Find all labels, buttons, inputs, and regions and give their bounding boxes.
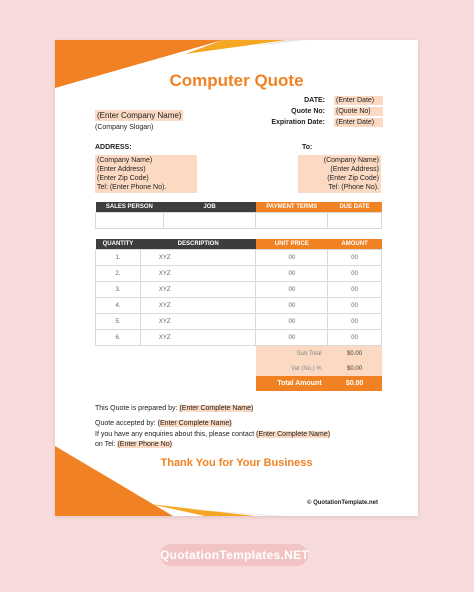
to-zip: (Enter Zip Code): [327, 175, 379, 182]
sales-person-cell[interactable]: [96, 213, 164, 229]
amount-cell[interactable]: 00: [328, 266, 382, 282]
qty-cell[interactable]: 5.: [96, 314, 141, 330]
to-company-name: (Company Name): [323, 157, 379, 164]
table-row: [96, 314, 382, 330]
to-phone: Tel: (Phone No).: [328, 184, 379, 191]
to-address: (Enter Address): [330, 166, 379, 173]
sales-table-row: [96, 213, 382, 229]
amount-cell[interactable]: 00: [328, 282, 382, 298]
col-unit-price: UNIT PRICE: [256, 239, 328, 250]
enquiry-line: [95, 431, 330, 438]
to-label: To:: [302, 144, 313, 151]
from-phone: Tel: (Enter Phone No).: [97, 184, 167, 191]
amount-cell[interactable]: 00: [328, 250, 382, 266]
due-date-cell[interactable]: [328, 213, 382, 229]
qty-cell[interactable]: 1.: [96, 250, 141, 266]
accepted-by-label: Quote accepted by:: [95, 420, 156, 427]
amount-cell[interactable]: 00: [328, 330, 382, 346]
tel-field[interactable]: (Enter Phone No): [117, 441, 172, 448]
col-description: DESCRIPTION: [140, 239, 256, 250]
total-amount-value[interactable]: $0.00: [328, 376, 382, 391]
address-label: ADDRESS:: [95, 144, 132, 151]
tel-line: [95, 441, 172, 448]
qty-cell[interactable]: 4.: [96, 298, 141, 314]
desc-cell[interactable]: XYZ: [140, 298, 256, 314]
vat-row: [96, 361, 382, 376]
company-slogan-field[interactable]: (Company Slogan): [95, 124, 154, 131]
job-cell[interactable]: [163, 213, 256, 229]
desc-cell[interactable]: XYZ: [140, 250, 256, 266]
sales-table-header: [96, 202, 382, 213]
accepted-by-field[interactable]: (Enter Complete Name): [157, 420, 232, 427]
quote-title: Computer Quote: [169, 71, 304, 90]
items-table: [95, 239, 382, 391]
table-row: [96, 298, 382, 314]
from-address-block[interactable]: [95, 155, 197, 193]
table-row: [96, 250, 382, 266]
table-row: [96, 266, 382, 282]
quote-no-label: Quote No:: [291, 108, 325, 115]
enquiry-name-field[interactable]: (Enter Complete Name): [256, 431, 331, 438]
table-row: [96, 330, 382, 346]
desc-cell[interactable]: XYZ: [140, 330, 256, 346]
top-corner-decoration: [55, 40, 418, 100]
company-name-field[interactable]: (Enter Company Name): [97, 111, 182, 120]
tel-label: on Tel:: [95, 441, 116, 448]
amount-cell[interactable]: 00: [328, 314, 382, 330]
col-payment-terms: PAYMENT TERMS: [256, 202, 328, 213]
col-amount: AMOUNT: [328, 239, 382, 250]
col-sales-person: SALES PERSON: [96, 202, 164, 213]
prepared-by-line: [95, 405, 253, 412]
quote-document: [55, 40, 418, 516]
items-table-header: [96, 239, 382, 250]
subtotal-row: [96, 346, 382, 362]
date-field[interactable]: (Enter Date): [334, 96, 383, 105]
desc-cell[interactable]: XYZ: [140, 266, 256, 282]
qty-cell[interactable]: 6.: [96, 330, 141, 346]
thank-you-message: Thank You for Your Business: [160, 457, 313, 469]
subtotal-label: Sub Total: [256, 346, 328, 362]
enquiry-text: If you have any enquiries about this, please contact: [95, 431, 255, 438]
unit-price-cell[interactable]: 00: [256, 314, 328, 330]
table-row: [96, 282, 382, 298]
col-due-date: DUE DATE: [328, 202, 382, 213]
date-label: DATE:: [304, 97, 325, 104]
vat-value[interactable]: $0.00: [328, 361, 382, 376]
prepared-by-field[interactable]: (Enter Complete Name): [179, 405, 254, 412]
unit-price-cell[interactable]: 00: [256, 298, 328, 314]
qty-cell[interactable]: 2.: [96, 266, 141, 282]
total-row: [96, 376, 382, 391]
vat-label: Vat (No.) %: [256, 361, 328, 376]
expiration-date-label: Expiration Date:: [271, 119, 325, 126]
unit-price-cell[interactable]: 00: [256, 330, 328, 346]
qty-cell[interactable]: 3.: [96, 282, 141, 298]
from-company-name: (Company Name): [97, 157, 153, 164]
desc-cell[interactable]: XYZ: [140, 314, 256, 330]
watermark-badge: QuotationTemplates.NET: [160, 544, 308, 566]
copyright-text: © QuotationTemplate.net: [307, 500, 378, 506]
to-address-block[interactable]: [298, 155, 381, 193]
from-address: (Enter Address): [97, 166, 146, 173]
subtotal-value[interactable]: $0.00: [328, 346, 382, 362]
quote-no-field[interactable]: (Quote No): [334, 107, 383, 116]
accepted-by-line: [95, 420, 232, 427]
prepared-by-label: This Quote is prepared by:: [95, 405, 178, 412]
unit-price-cell[interactable]: 00: [256, 266, 328, 282]
total-amount-label: Total Amount: [256, 376, 328, 391]
desc-cell[interactable]: XYZ: [140, 282, 256, 298]
expiration-date-field[interactable]: (Enter Date): [334, 118, 383, 127]
unit-price-cell[interactable]: 00: [256, 250, 328, 266]
amount-cell[interactable]: 00: [328, 298, 382, 314]
payment-terms-cell[interactable]: [256, 213, 328, 229]
sales-table: [95, 202, 382, 229]
unit-price-cell[interactable]: 00: [256, 282, 328, 298]
col-job: JOB: [163, 202, 256, 213]
from-zip: (Enter Zip Code): [97, 175, 149, 182]
col-quantity: QUANTITY: [96, 239, 141, 250]
